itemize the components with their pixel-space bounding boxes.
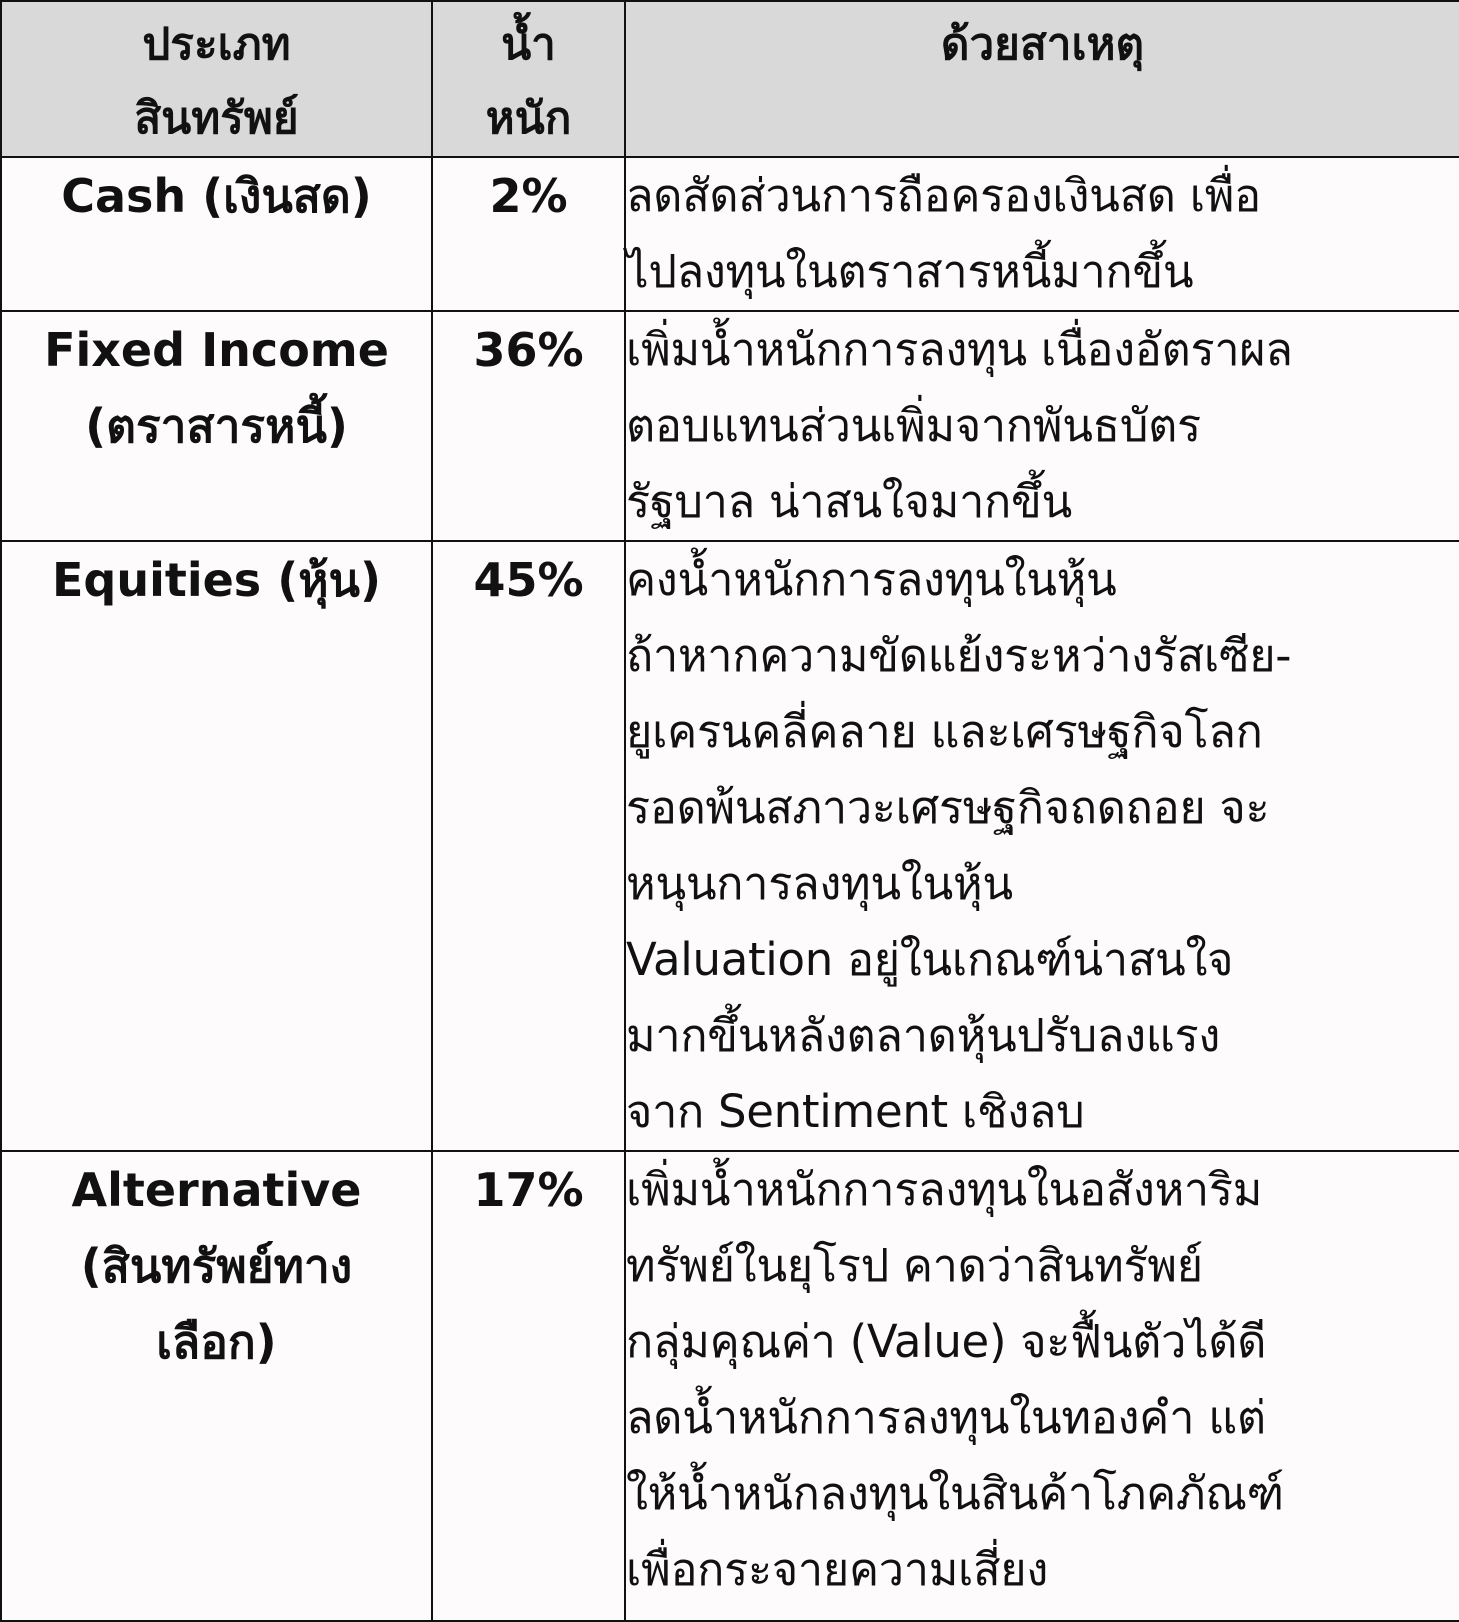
reason-line: จาก Sentiment เชิงลบ [626, 1085, 1085, 1138]
reason-cell [625, 157, 1459, 311]
reason-line: ตอบแทนส่วนเพิ่มจากพันธบัตร [626, 399, 1201, 452]
asset-type-line: Cash (เงินสด) [61, 169, 372, 223]
table-row [1, 1151, 1459, 1621]
reason-cell [625, 1151, 1459, 1621]
asset-type-line: Fixed Income [44, 323, 389, 377]
header-weight-line: น้ำ [501, 19, 556, 70]
header-weight [432, 1, 625, 157]
asset-type-cell [1, 1151, 432, 1621]
asset-type-cell [1, 541, 432, 1151]
reason-line: ไปลงทุนในตราสารหนี้มากขึ้น [626, 245, 1194, 298]
reason-line: คงน้ำหนักการลงทุนในหุ้น [626, 553, 1117, 606]
weight-cell: 2% [432, 157, 625, 311]
reason-line: กลุ่มคุณค่า (Value) จะฟื้นตัวได้ดี [626, 1315, 1267, 1368]
asset-type-line: เลือก) [156, 1315, 277, 1369]
header-reason-label: ด้วยสาเหตุ [940, 19, 1145, 70]
table-header-row [1, 1, 1459, 157]
header-reason [625, 1, 1459, 157]
reason-line: เพื่อกระจายความเสี่ยง [626, 1543, 1049, 1596]
weight-cell: 17% [432, 1151, 625, 1621]
reason-line: เพิ่มน้ำหนักการลงทุนในอสังหาริม [626, 1163, 1263, 1216]
header-asset-type-line: สินทรัพย์ [134, 93, 299, 144]
reason-line: รอดพ้นสภาวะเศรษฐกิจถดถอย จะ [626, 781, 1270, 834]
weight-cell: 36% [432, 311, 625, 541]
reason-line: ให้น้ำหนักลงทุนในสินค้าโภคภัณฑ์ [626, 1467, 1284, 1520]
reason-cell [625, 541, 1459, 1151]
header-weight-line: หนัก [485, 93, 572, 144]
header-asset-type-line: ประเภท [142, 19, 291, 70]
reason-line: Valuation อยู่ในเกณฑ์น่าสนใจ [626, 933, 1234, 986]
reason-cell [625, 311, 1459, 541]
asset-type-line: (สินทรัพย์ทาง [80, 1239, 353, 1293]
table-row [1, 157, 1459, 311]
reason-line: มากขึ้นหลังตลาดหุ้นปรับลงแรง [626, 1009, 1221, 1062]
reason-line: รัฐบาล น่าสนใจมากขึ้น [626, 475, 1072, 528]
reason-line: ทรัพย์ในยุโรป คาดว่าสินทรัพย์ [626, 1239, 1203, 1292]
reason-line: ยูเครนคลี่คลาย และเศรษฐกิจโลก [626, 705, 1263, 758]
reason-line: ลดน้ำหนักการลงทุนในทองคำ แต่ [626, 1391, 1266, 1444]
reason-line: หนุนการลงทุนในหุ้น [626, 857, 1013, 910]
reason-line: ลดสัดส่วนการถือครองเงินสด เพื่อ [626, 169, 1261, 222]
reason-line: ถ้าหากความขัดแย้งระหว่างรัสเซีย- [626, 629, 1292, 682]
asset-type-line: (ตราสารหนี้) [85, 399, 348, 453]
asset-type-cell [1, 311, 432, 541]
asset-type-line: Alternative [71, 1163, 362, 1217]
reason-line: เพิ่มน้ำหนักการลงทุน เนื่องอัตราผล [626, 323, 1293, 376]
table-row [1, 311, 1459, 541]
asset-type-line: Equities (หุ้น) [51, 553, 382, 607]
table-row [1, 541, 1459, 1151]
header-asset-type [1, 1, 432, 157]
weight-cell: 45% [432, 541, 625, 1151]
asset-type-cell [1, 157, 432, 311]
